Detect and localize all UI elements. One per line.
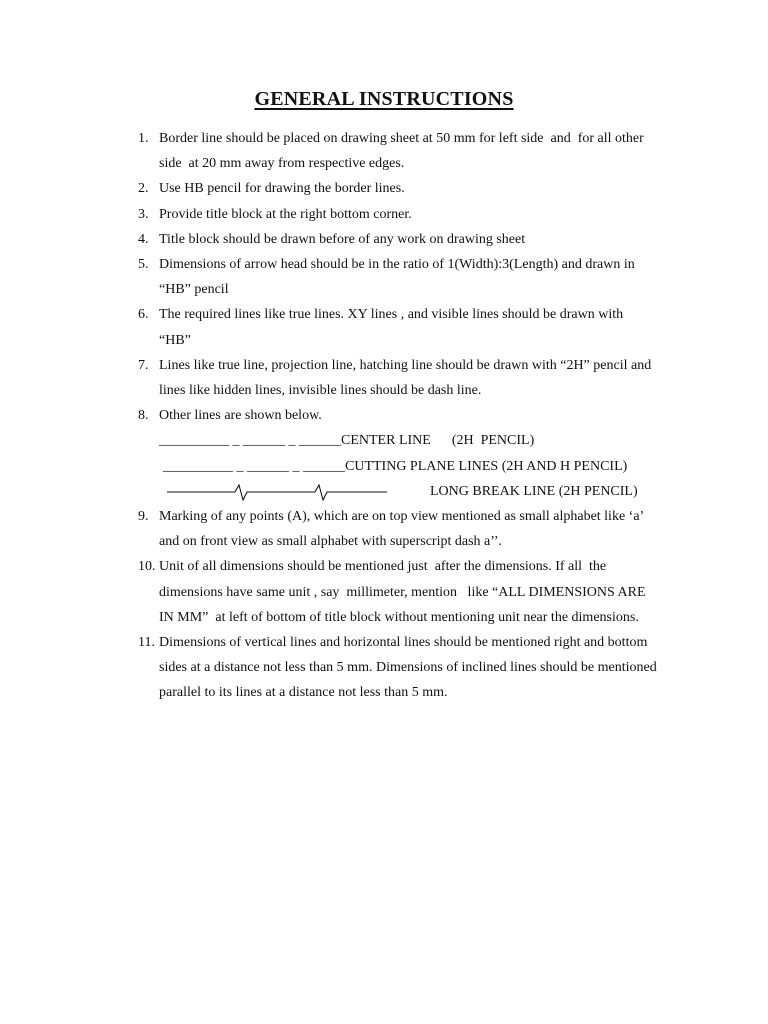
item-number: 4.: [138, 231, 149, 247]
item-text: Dimensions of vertical lines and horizontal lines should be mentioned right and bottom sides at a distance not less than 5 mm. Dimensions of inclined lines should be mentioned parallel to its lines at a distance not less than 5 mm.: [159, 635, 661, 701]
long-break-line-label: LONG BREAK LINE (2H PENCIL): [430, 483, 638, 499]
item-number: 3.: [138, 206, 149, 222]
item-number: 5.: [138, 257, 149, 273]
item-number: 7.: [138, 357, 149, 373]
list-item: [138, 353, 658, 403]
list-item: [138, 126, 658, 176]
list-item: [138, 227, 658, 252]
list-item: [138, 504, 658, 554]
item-text: Provide title block at the right bottom corner.: [159, 206, 412, 222]
list-item: [138, 554, 658, 630]
item-number: 9.: [138, 509, 149, 524]
center-line-example: __________ _ ______ _ ______CENTER LINE (2H PENCIL): [159, 433, 535, 449]
item-text: Unit of all dimensions should be mentioned just after the dimensions. If all the dimensions have same unit , say millimeter, mention like “ALL DIMENSIONS ARE IN MM” at left of bottom of title block without mentioning unit near the dimensions.: [159, 559, 650, 625]
item-text: Title block should be drawn before of any work on drawing sheet: [159, 231, 526, 247]
item-text: Border line should be placed on drawing sheet at 50 mm for left side and for all other side at 20 mm away from respective edges.: [159, 131, 648, 172]
item-number: 2.: [138, 181, 149, 197]
item-text: Lines like true line, projection line, hatching line should be drawn with “2H” pencil and lines like hidden lines, invisible lines should be dash line.: [159, 357, 655, 399]
long-break-line-example: [159, 479, 658, 504]
page-title: GENERAL INSTRUCTIONS: [254, 88, 514, 110]
item-text: Other lines are shown below.: [159, 408, 322, 424]
item-number: 8.: [138, 408, 149, 424]
long-break-line-icon: [165, 483, 390, 503]
item-text: Dimensions of arrow head should be in the ratio of 1(Width):3(Length) and drawn in “HB” pencil: [159, 257, 639, 298]
item-text: Marking of any points (A), which are on top view mentioned as small alphabet like ‘a’ and on front view as small alphabet with superscript dash a’’.: [159, 509, 651, 550]
list-item: [138, 252, 658, 302]
list-item: [138, 302, 658, 352]
item-text: Use HB pencil for drawing the border lines.: [159, 181, 405, 197]
item-text: The required lines like true lines. XY lines , and visible lines should be drawn with “HB”: [159, 307, 627, 348]
list-item: [138, 630, 661, 706]
cutting-plane-line-example: __________ _ ______ _ ______CUTTING PLANE LINES (2H AND H PENCIL): [163, 458, 628, 474]
line-types-block: [138, 428, 658, 504]
item-number: 10.: [138, 559, 156, 575]
list-item: [138, 202, 658, 227]
instruction-list: [138, 126, 661, 706]
item-number: 11.: [138, 635, 155, 651]
item-number: 6.: [138, 307, 149, 323]
item-number: 1.: [138, 131, 149, 146]
list-item: [138, 176, 658, 201]
list-item: [138, 403, 658, 428]
